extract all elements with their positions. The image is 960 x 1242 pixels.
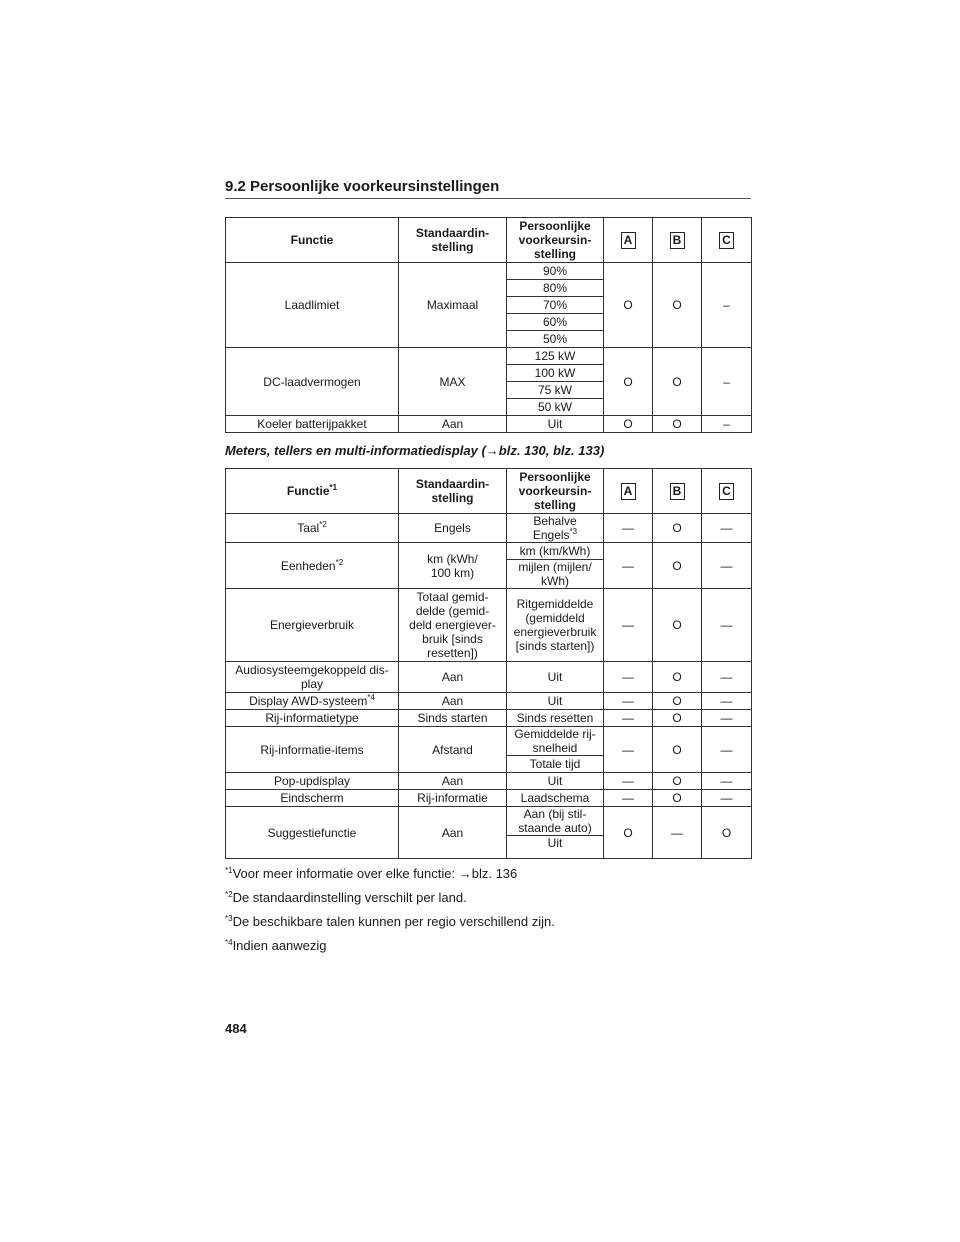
table-row [226,416,752,433]
row-a: — [604,662,653,693]
table-row [226,790,752,807]
row-option: Uit [507,773,604,790]
row-b: O [653,589,702,662]
footnote-mark: *1 [329,483,338,492]
charging-settings-table [225,217,752,433]
header-functie-label: Functie [286,484,330,498]
table-row [226,773,752,790]
row-c: — [702,662,752,693]
table-row [226,348,752,365]
row-option: Laadschema [507,790,604,807]
row-c: — [702,790,752,807]
row-b: O [653,662,702,693]
row-label [226,543,399,589]
row-b: O [653,263,702,348]
row-c: – [702,263,752,348]
row-b: O [653,710,702,727]
row-option: mijlen (mijlen/ kWh) [507,560,604,589]
footnote-mark: *3 [569,527,578,536]
row-label: Energieverbruik [226,589,399,662]
table-row [226,807,752,836]
page-number: 484 [225,1021,247,1036]
page-content [225,176,751,963]
row-b: O [653,727,702,773]
row-a: — [604,773,653,790]
row-c: — [702,710,752,727]
footnote [225,939,751,953]
row-default: Aan [399,693,507,710]
row-a: O [604,348,653,416]
row-option: 60% [507,314,604,331]
row-default: Aan [399,662,507,693]
row-b: O [653,543,702,589]
table-row [226,662,752,693]
row-label: Eindscherm [226,790,399,807]
row-option: 50% [507,331,604,348]
footnote-text: Indien aanwezig [232,938,327,953]
row-default: Engels [399,514,507,543]
row-option: 100 kW [507,365,604,382]
header-standaard: Standaardin- stelling [399,218,507,263]
row-c: — [702,543,752,589]
row-b: O [653,514,702,543]
footnote-mark: *2 [225,890,233,899]
footnote-mark: *2 [335,557,344,567]
row-option: Uit [507,693,604,710]
footnote [225,915,751,929]
label-b-icon: B [670,483,685,500]
label-a-icon: A [621,483,636,500]
table-row [226,710,752,727]
row-option: km (km/kWh) [507,543,604,560]
table-row [226,543,752,560]
row-label: Laadlimiet [226,263,399,348]
row-b: O [653,790,702,807]
header-c [702,469,752,514]
subheading: Meters, tellers en multi-informatiedisplay (→blz. 130, blz. 133) [225,443,605,458]
row-default: Aan [399,416,507,433]
row-b: — [653,807,702,859]
row-option: 80% [507,280,604,297]
header-a [604,218,653,263]
row-option: Uit [507,416,604,433]
table-row [226,727,752,756]
footnote-text: De standaardinstelling verschilt per land. [232,890,467,905]
row-a: O [604,416,653,433]
row-label [226,514,399,543]
row-label: DC-laadvermogen [226,348,399,416]
footnote-mark: *4 [367,693,375,702]
footnote [225,867,751,881]
footnote-mark: *2 [319,520,327,529]
header-persoonlijk: Persoonlijke voorkeursin- stelling [507,469,604,514]
row-label: Pop-updisplay [226,773,399,790]
section-title: 9.2 Persoonlijke voorkeursinstellingen [225,176,751,199]
footnote-mark: *1 [225,866,233,875]
meters-settings-table [225,468,752,859]
row-a: — [604,589,653,662]
footnotes [225,867,751,953]
footnote-mark: *3 [225,914,233,923]
table-row [226,589,752,662]
row-c: — [702,589,752,662]
row-b: O [653,773,702,790]
row-a: — [604,514,653,543]
header-standaard: Standaardin- stelling [399,469,507,514]
row-option: 70% [507,297,604,314]
label-b-icon: B [670,232,685,249]
header-functie: Functie [226,218,399,263]
row-label: Audiosysteemgekoppeld dis- play [226,662,399,693]
row-a: — [604,693,653,710]
row-c: O [702,807,752,859]
row-label-text: Display AWD-systeem [249,694,368,708]
label-c-icon: C [719,483,734,500]
row-option: Uit [507,836,604,859]
row-label: Suggestiefunctie [226,807,399,859]
row-c: – [702,416,752,433]
row-c: — [702,727,752,773]
row-a: — [604,727,653,773]
row-default: Rij-informatie [399,790,507,807]
row-a: — [604,790,653,807]
row-option: Totale tijd [507,756,604,773]
table-row [226,263,752,280]
label-c-icon: C [719,232,734,249]
row-default: Aan [399,773,507,790]
row-label-text: Taal [297,521,320,535]
row-option: 75 kW [507,382,604,399]
row-b: O [653,416,702,433]
row-option-text: Behalve Engels [532,514,577,542]
row-option: Ritgemiddelde (gemiddeld energieverbruik [sinds starten]) [507,589,604,662]
row-label [226,693,399,710]
footnote-text: De beschikbare talen kunnen per regio verschillend zijn. [232,914,555,929]
row-label: Rij-informatietype [226,710,399,727]
footnote-text: Voor meer informatie over elke functie: →blz. 136 [232,866,518,881]
header-c [702,218,752,263]
row-option: 90% [507,263,604,280]
row-option: 50 kW [507,399,604,416]
row-option [507,514,604,543]
row-a: — [604,543,653,589]
row-b: O [653,693,702,710]
header-functie [226,469,399,514]
row-label: Rij-informatie-items [226,727,399,773]
header-a [604,469,653,514]
header-b [653,218,702,263]
row-a: O [604,263,653,348]
header-persoonlijk: Persoonlijke voorkeursin- stelling [507,218,604,263]
table-row [226,693,752,710]
footnote-mark: *4 [225,938,233,947]
row-c: — [702,693,752,710]
row-default: MAX [399,348,507,416]
row-default: Maximaal [399,263,507,348]
table-row [226,514,752,543]
row-c: – [702,348,752,416]
row-default: km (kWh/ 100 km) [399,543,507,589]
header-b [653,469,702,514]
row-default: Totaal gemid- delde (gemid- deld energiever- bruik [sinds resetten]) [399,589,507,662]
row-option: Gemiddelde rij- snelheid [507,727,604,756]
row-label: Koeler batterijpakket [226,416,399,433]
row-default: Afstand [399,727,507,773]
row-c: — [702,514,752,543]
row-label-text: Eenheden [280,558,336,573]
row-default: Aan [399,807,507,859]
row-default: Sinds starten [399,710,507,727]
row-option: Sinds resetten [507,710,604,727]
row-b: O [653,348,702,416]
label-a-icon: A [621,232,636,249]
row-option: Uit [507,662,604,693]
row-c: — [702,773,752,790]
footnote [225,891,751,905]
row-option: 125 kW [507,348,604,365]
row-option: Aan (bij stil- staande auto) [507,807,604,836]
row-a: O [604,807,653,859]
row-a: — [604,710,653,727]
